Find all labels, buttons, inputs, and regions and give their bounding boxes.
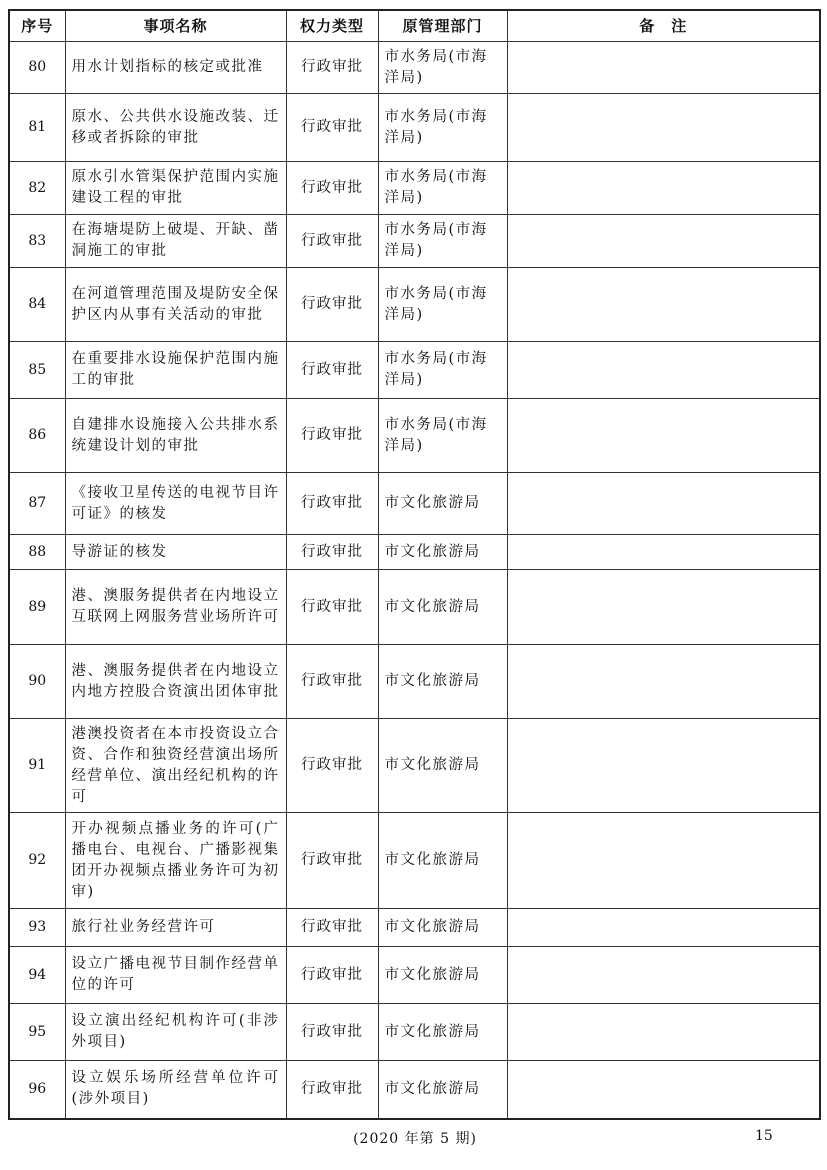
header-item-name: 事项名称	[65, 10, 286, 42]
row-item-name: 导游证的核发	[65, 535, 286, 570]
row-serial: 93	[9, 909, 65, 947]
row-serial: 95	[9, 1004, 65, 1061]
table-row	[9, 215, 820, 268]
table-body	[9, 42, 820, 1119]
row-original-dept: 市水务局(市海洋局)	[378, 399, 507, 473]
row-power-type: 行政审批	[286, 909, 378, 947]
table-row	[9, 645, 820, 719]
row-item-name: 港澳投资者在本市投资设立合资、合作和独资经营演出场所经营单位、演出经纪机构的许可	[65, 719, 286, 813]
table-row	[9, 399, 820, 473]
row-item-name: 原水引水管渠保护范围内实施建设工程的审批	[65, 162, 286, 215]
row-remarks	[507, 909, 820, 947]
row-serial: 96	[9, 1061, 65, 1119]
row-power-type: 行政审批	[286, 342, 378, 399]
row-item-name: 《接收卫星传送的电视节目许可证》的核发	[65, 473, 286, 535]
row-power-type: 行政审批	[286, 535, 378, 570]
row-power-type: 行政审批	[286, 162, 378, 215]
row-item-name: 在河道管理范围及堤防安全保护区内从事有关活动的审批	[65, 268, 286, 342]
row-remarks	[507, 342, 820, 399]
row-power-type: 行政审批	[286, 399, 378, 473]
row-remarks	[507, 645, 820, 719]
row-original-dept: 市文化旅游局	[378, 535, 507, 570]
table-row	[9, 162, 820, 215]
row-power-type: 行政审批	[286, 42, 378, 94]
row-item-name: 原水、公共供水设施改装、迁移或者拆除的审批	[65, 94, 286, 162]
items-table	[8, 9, 821, 1120]
row-remarks	[507, 947, 820, 1004]
table-row	[9, 1061, 820, 1119]
table-row	[9, 94, 820, 162]
header-original-dept: 原管理部门	[378, 10, 507, 42]
row-power-type: 行政审批	[286, 1061, 378, 1119]
row-item-name: 港、澳服务提供者在内地设立内地方控股合资演出团体审批	[65, 645, 286, 719]
row-serial: 84	[9, 268, 65, 342]
table-row	[9, 570, 820, 645]
row-item-name: 设立演出经纪机构许可(非涉外项目)	[65, 1004, 286, 1061]
row-serial: 80	[9, 42, 65, 94]
row-power-type: 行政审批	[286, 1004, 378, 1061]
footer-issue: (2020 年第 5 期)	[353, 1131, 477, 1147]
row-serial: 89	[9, 570, 65, 645]
row-original-dept: 市水务局(市海洋局)	[378, 268, 507, 342]
row-power-type: 行政审批	[286, 215, 378, 268]
row-original-dept: 市水务局(市海洋局)	[378, 94, 507, 162]
table-row	[9, 535, 820, 570]
table-row	[9, 947, 820, 1004]
row-original-dept: 市文化旅游局	[378, 1061, 507, 1119]
header-power-type: 权力类型	[286, 10, 378, 42]
row-remarks	[507, 1061, 820, 1119]
table-row	[9, 719, 820, 813]
row-original-dept: 市水务局(市海洋局)	[378, 215, 507, 268]
row-serial: 85	[9, 342, 65, 399]
row-serial: 90	[9, 645, 65, 719]
row-power-type: 行政审批	[286, 719, 378, 813]
table-row	[9, 342, 820, 399]
row-original-dept: 市水务局(市海洋局)	[378, 342, 507, 399]
row-remarks	[507, 268, 820, 342]
row-serial: 81	[9, 94, 65, 162]
row-item-name: 港、澳服务提供者在内地设立互联网上网服务营业场所许可	[65, 570, 286, 645]
row-remarks	[507, 399, 820, 473]
row-original-dept: 市文化旅游局	[378, 909, 507, 947]
row-remarks	[507, 1004, 820, 1061]
row-serial: 82	[9, 162, 65, 215]
row-power-type: 行政审批	[286, 473, 378, 535]
page-number: 15	[755, 1128, 773, 1144]
row-item-name: 用水计划指标的核定或批准	[65, 42, 286, 94]
row-item-name: 旅行社业务经营许可	[65, 909, 286, 947]
row-remarks	[507, 215, 820, 268]
row-original-dept: 市文化旅游局	[378, 645, 507, 719]
row-remarks	[507, 570, 820, 645]
row-remarks	[507, 42, 820, 94]
row-original-dept: 市水务局(市海洋局)	[378, 42, 507, 94]
row-power-type: 行政审批	[286, 570, 378, 645]
row-serial: 91	[9, 719, 65, 813]
row-remarks	[507, 719, 820, 813]
row-serial: 88	[9, 535, 65, 570]
row-original-dept: 市文化旅游局	[378, 719, 507, 813]
row-power-type: 行政审批	[286, 645, 378, 719]
row-item-name: 自建排水设施接入公共排水系统建设计划的审批	[65, 399, 286, 473]
row-power-type: 行政审批	[286, 94, 378, 162]
table-row	[9, 268, 820, 342]
row-original-dept: 市文化旅游局	[378, 1004, 507, 1061]
row-power-type: 行政审批	[286, 947, 378, 1004]
row-serial: 94	[9, 947, 65, 1004]
row-remarks	[507, 162, 820, 215]
header-remarks: 备 注	[507, 10, 820, 42]
row-serial: 83	[9, 215, 65, 268]
row-remarks	[507, 813, 820, 909]
row-item-name: 在重要排水设施保护范围内施工的审批	[65, 342, 286, 399]
table-row	[9, 813, 820, 909]
row-serial: 92	[9, 813, 65, 909]
row-item-name: 在海塘堤防上破堤、开缺、凿洞施工的审批	[65, 215, 286, 268]
row-power-type: 行政审批	[286, 268, 378, 342]
row-original-dept: 市文化旅游局	[378, 473, 507, 535]
row-original-dept: 市文化旅游局	[378, 813, 507, 909]
row-item-name: 设立广播电视节目制作经营单位的许可	[65, 947, 286, 1004]
row-serial: 87	[9, 473, 65, 535]
table-row	[9, 909, 820, 947]
row-original-dept: 市文化旅游局	[378, 570, 507, 645]
table-header-row	[9, 10, 820, 42]
row-remarks	[507, 473, 820, 535]
row-item-name: 开办视频点播业务的许可(广播电台、电视台、广播影视集团开办视频点播业务许可为初审)	[65, 813, 286, 909]
table-row	[9, 473, 820, 535]
row-item-name: 设立娱乐场所经营单位许可(涉外项目)	[65, 1061, 286, 1119]
table-row	[9, 42, 820, 94]
table-row	[9, 1004, 820, 1061]
row-remarks	[507, 94, 820, 162]
row-serial: 86	[9, 399, 65, 473]
row-original-dept: 市文化旅游局	[378, 947, 507, 1004]
row-power-type: 行政审批	[286, 813, 378, 909]
header-serial: 序号	[9, 10, 65, 42]
row-remarks	[507, 535, 820, 570]
row-original-dept: 市水务局(市海洋局)	[378, 162, 507, 215]
